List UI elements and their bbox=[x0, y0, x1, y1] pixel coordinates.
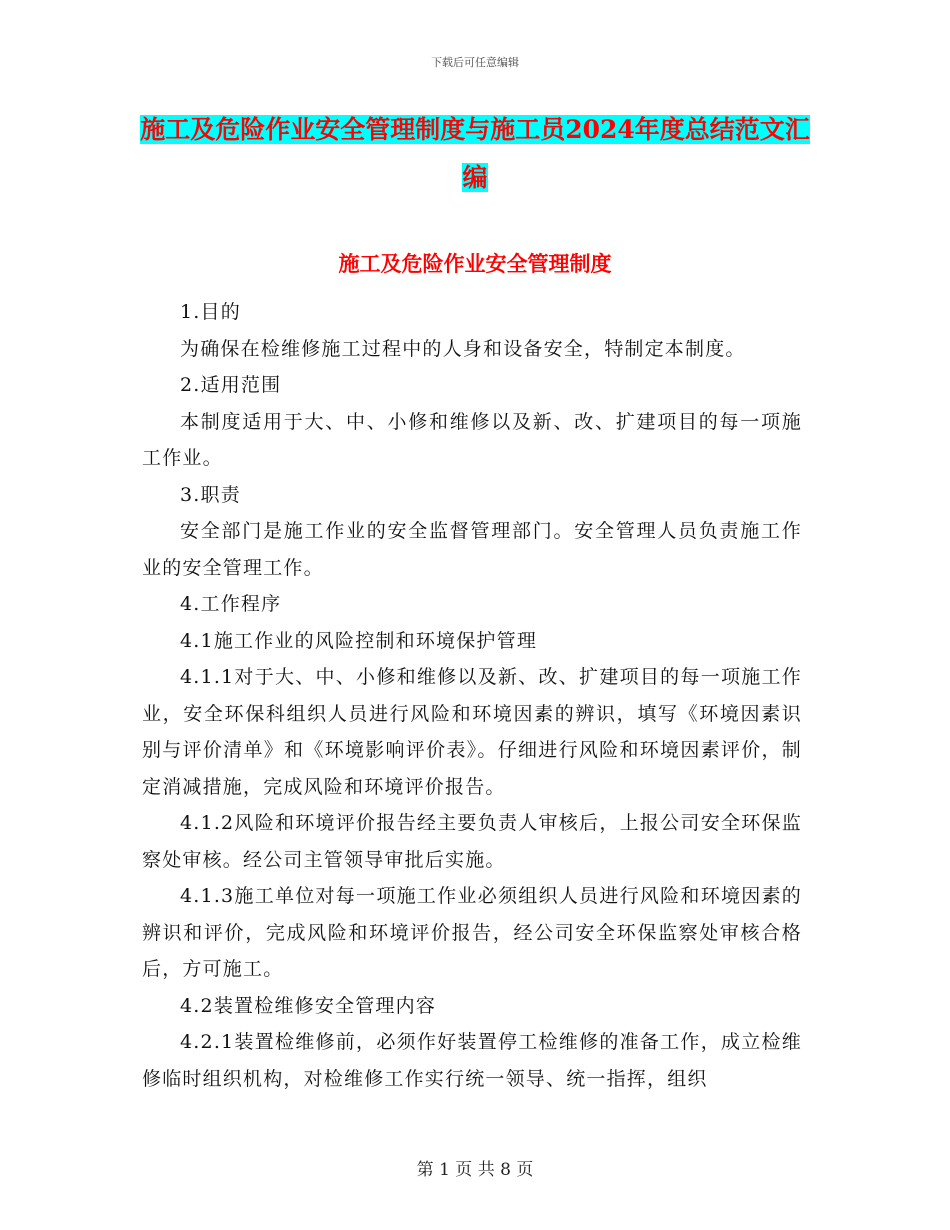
page-number: 第 1 页 共 8 页 bbox=[416, 1160, 534, 1180]
paragraph: 4.1.3施工单位对每一项施工作业必须组织人员进行风险和环境因素的辨识和评价，完成风险和环境评价报告，经公司安全环保监察处审核合格后，方可施工。 bbox=[142, 885, 802, 980]
paragraph: 4.1.2风险和环境评价报告经主要负责人审核后，上报公司安全环保监察处审核。经公司主管领导审批后实施。 bbox=[142, 812, 802, 871]
paragraph: 本制度适用于大、中、小修和维修以及新、改、扩建项目的每一项施工作业。 bbox=[142, 410, 802, 469]
subheading: 4.1施工作业的风险控制和环境保护管理 bbox=[180, 629, 538, 652]
heading-responsibility: 3.职责 bbox=[180, 483, 241, 506]
heading-procedure: 4.工作程序 bbox=[180, 593, 282, 615]
paragraph: 为确保在检维修施工过程中的人身和设备安全，特制定本制度。 bbox=[180, 337, 746, 360]
document-body bbox=[142, 294, 802, 1097]
paragraph: 4.1.1对于大、中、小修和维修以及新、改、扩建项目的每一项施工作业，安全环保科组织人员进行风险和环境因素的辨识，填写《环境因素识别与评价清单》和《环境影响评价表》。仔细进行风险和环境因素评价，制定消减措施，完成风险和环境评价报告。 bbox=[142, 666, 802, 798]
section-title: 施工及危险作业安全管理制度 bbox=[338, 251, 612, 276]
header-note: 下载后可任意编辑 bbox=[431, 56, 519, 69]
document-title bbox=[130, 106, 820, 202]
paragraph: 4.2.1装置检维修前，必须作好装置停工检维修的准备工作，成立检维修临时组织机构，对检维修工作实行统一领导、统一指挥，组织 bbox=[142, 1031, 802, 1090]
subheading: 4.2装置检维修安全管理内容 bbox=[180, 994, 437, 1017]
heading-scope: 2.适用范围 bbox=[180, 374, 282, 396]
paragraph: 安全部门是施工作业的安全监督管理部门。安全管理人员负责施工作业的安全管理工作。 bbox=[142, 520, 802, 579]
heading-purpose: 1.目的 bbox=[180, 301, 241, 323]
document-title-text: 施工及危险作业安全管理制度与施工员2024年度总结范文汇编 bbox=[140, 115, 810, 192]
